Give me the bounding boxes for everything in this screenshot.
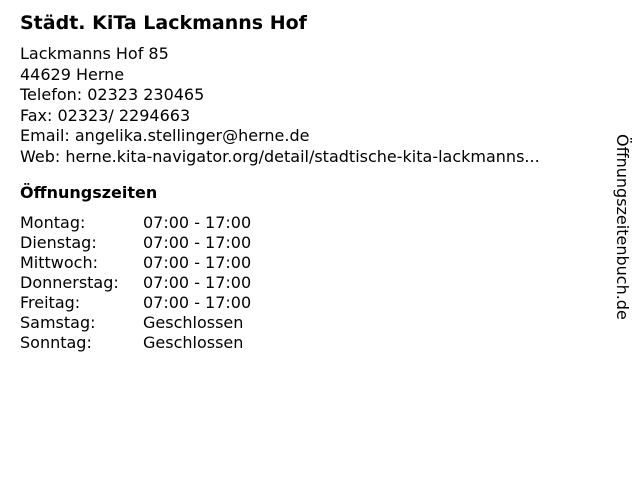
- hours-value: 07:00 - 17:00: [143, 293, 252, 312]
- hours-value: 07:00 - 17:00: [143, 213, 252, 232]
- hours-row: [20, 213, 251, 233]
- day-label: Dienstag:: [20, 233, 97, 252]
- hours-value: 07:00 - 17:00: [143, 273, 252, 292]
- page-title: Städt. KiTa Lackmanns Hof: [20, 12, 307, 34]
- hours-row: [20, 273, 251, 293]
- day-label: Sonntag:: [20, 333, 92, 352]
- hours-value: 07:00 - 17:00: [143, 253, 252, 272]
- hours-row: [20, 313, 251, 333]
- hours-row: [20, 233, 251, 253]
- hours-value: Geschlossen: [143, 313, 244, 332]
- email-address: Email: angelika.stellinger@herne.de: [20, 126, 310, 145]
- day-label: Freitag:: [20, 293, 81, 312]
- day-label: Mittwoch:: [20, 253, 98, 272]
- website-url: Web: herne.kita-navigator.org/detail/stadtische-kita-lackmanns...: [20, 146, 540, 166]
- fax-number: Fax: 02323/ 2294663: [20, 105, 191, 125]
- hours-value: Geschlossen: [143, 333, 244, 352]
- opening-hours-heading: Öffnungszeiten: [20, 183, 158, 202]
- hours-row: [20, 293, 251, 313]
- phone-number: Telefon: 02323 230465: [20, 85, 205, 104]
- contact-block: [20, 44, 540, 167]
- hours-row: [20, 333, 251, 353]
- day-label: Montag:: [20, 213, 86, 232]
- day-label: Samstag:: [20, 313, 96, 332]
- hours-value: 07:00 - 17:00: [143, 233, 252, 252]
- day-label: Donnerstag:: [20, 273, 119, 292]
- site-watermark-label: Öffnungszeitenbuch.de: [613, 134, 632, 320]
- address-street: Lackmanns Hof 85: [20, 44, 169, 63]
- hours-row: [20, 253, 251, 273]
- opening-hours-table: [20, 213, 251, 353]
- address-city: 44629 Herne: [20, 64, 125, 84]
